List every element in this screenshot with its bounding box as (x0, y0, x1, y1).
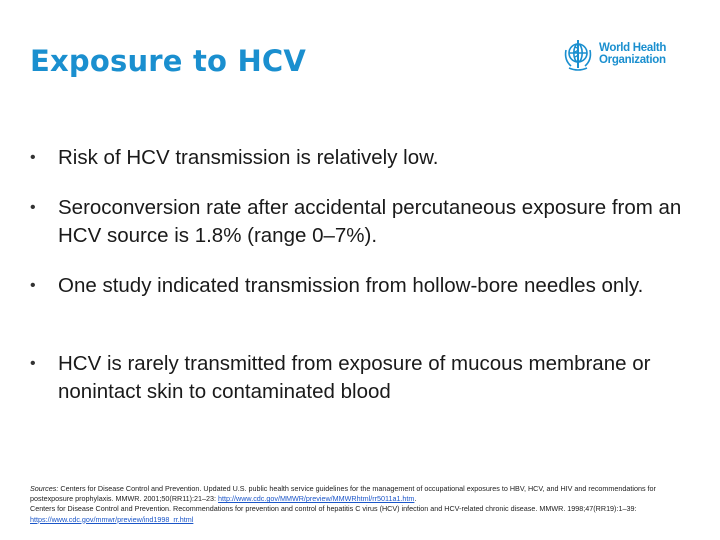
sources-label: Sources: (30, 484, 59, 493)
bullet-item (30, 144, 439, 172)
bullet-marker: • (30, 277, 36, 294)
source-link-2[interactable]: https://www.cdc.gov/mmwr/preview/ind1998_rr.html (30, 514, 194, 524)
sources-footnote: Sources: Centers for Disease Control and Prevention. Updated U.S. public health service guidelines for the management of occupational exposures to HBV, HCV, and HIV and recommendations for postexposure prophylaxis. MMWR. 2001;50(RR11):21–23: http://www.cdc.gov/MMWR/preview/MMWRhtml/rr5011a1.htm. Centers for Disease Control and Prevention. Recommendations for prevention and control of hepatitis C virus (HCV) infection and HCV-related chronic disease. MMWR. 1998;47(RR19):1–39: https://www.cdc.gov/mmwr/preview/ind1998_rr.html (30, 484, 656, 524)
source-reference-1: Centers for Disease Control and Prevention. Updated U.S. public health service guidelines for the management of occupational exposures to HBV, HCV, and HIV and recommendations for postexposure prophylaxis. MMWR. 2001;50(RR11):21–23: (30, 484, 656, 504)
bullet-marker: • (30, 149, 36, 166)
bullet-text: One study indicated transmission from hollow-bore needles only. (58, 274, 644, 297)
bullet-text: Risk of HCV transmission is relatively low. (58, 146, 439, 169)
source-reference-2: Centers for Disease Control and Prevention. Recommendations for prevention and control of hepatitis C virus (HCV) infection and HCV-related chronic disease. MMWR. 1998;47(RR19):1–39: (30, 504, 637, 514)
bullet-text: HCV is rarely transmitted from exposure of mucous membrane or nonintact skin to contaminated blood (58, 352, 651, 403)
who-emblem-icon (561, 38, 595, 72)
bullet-marker: • (30, 199, 36, 216)
bullet-item (30, 350, 700, 406)
bullet-marker: • (30, 355, 36, 372)
bullet-item (30, 194, 700, 250)
who-org-name: World Health Organization (599, 42, 667, 66)
slide-title: Exposure to HCV (30, 44, 307, 78)
bullet-text: Seroconversion rate after accidental percutaneous exposure from an HCV source is 1.8% (range 0–7%). (58, 196, 682, 247)
source-link-1[interactable]: http://www.cdc.gov/MMWR/preview/MMWRhtml/rr5011a1.htm (218, 494, 415, 504)
bullet-item (30, 272, 643, 300)
who-logo (561, 38, 679, 74)
